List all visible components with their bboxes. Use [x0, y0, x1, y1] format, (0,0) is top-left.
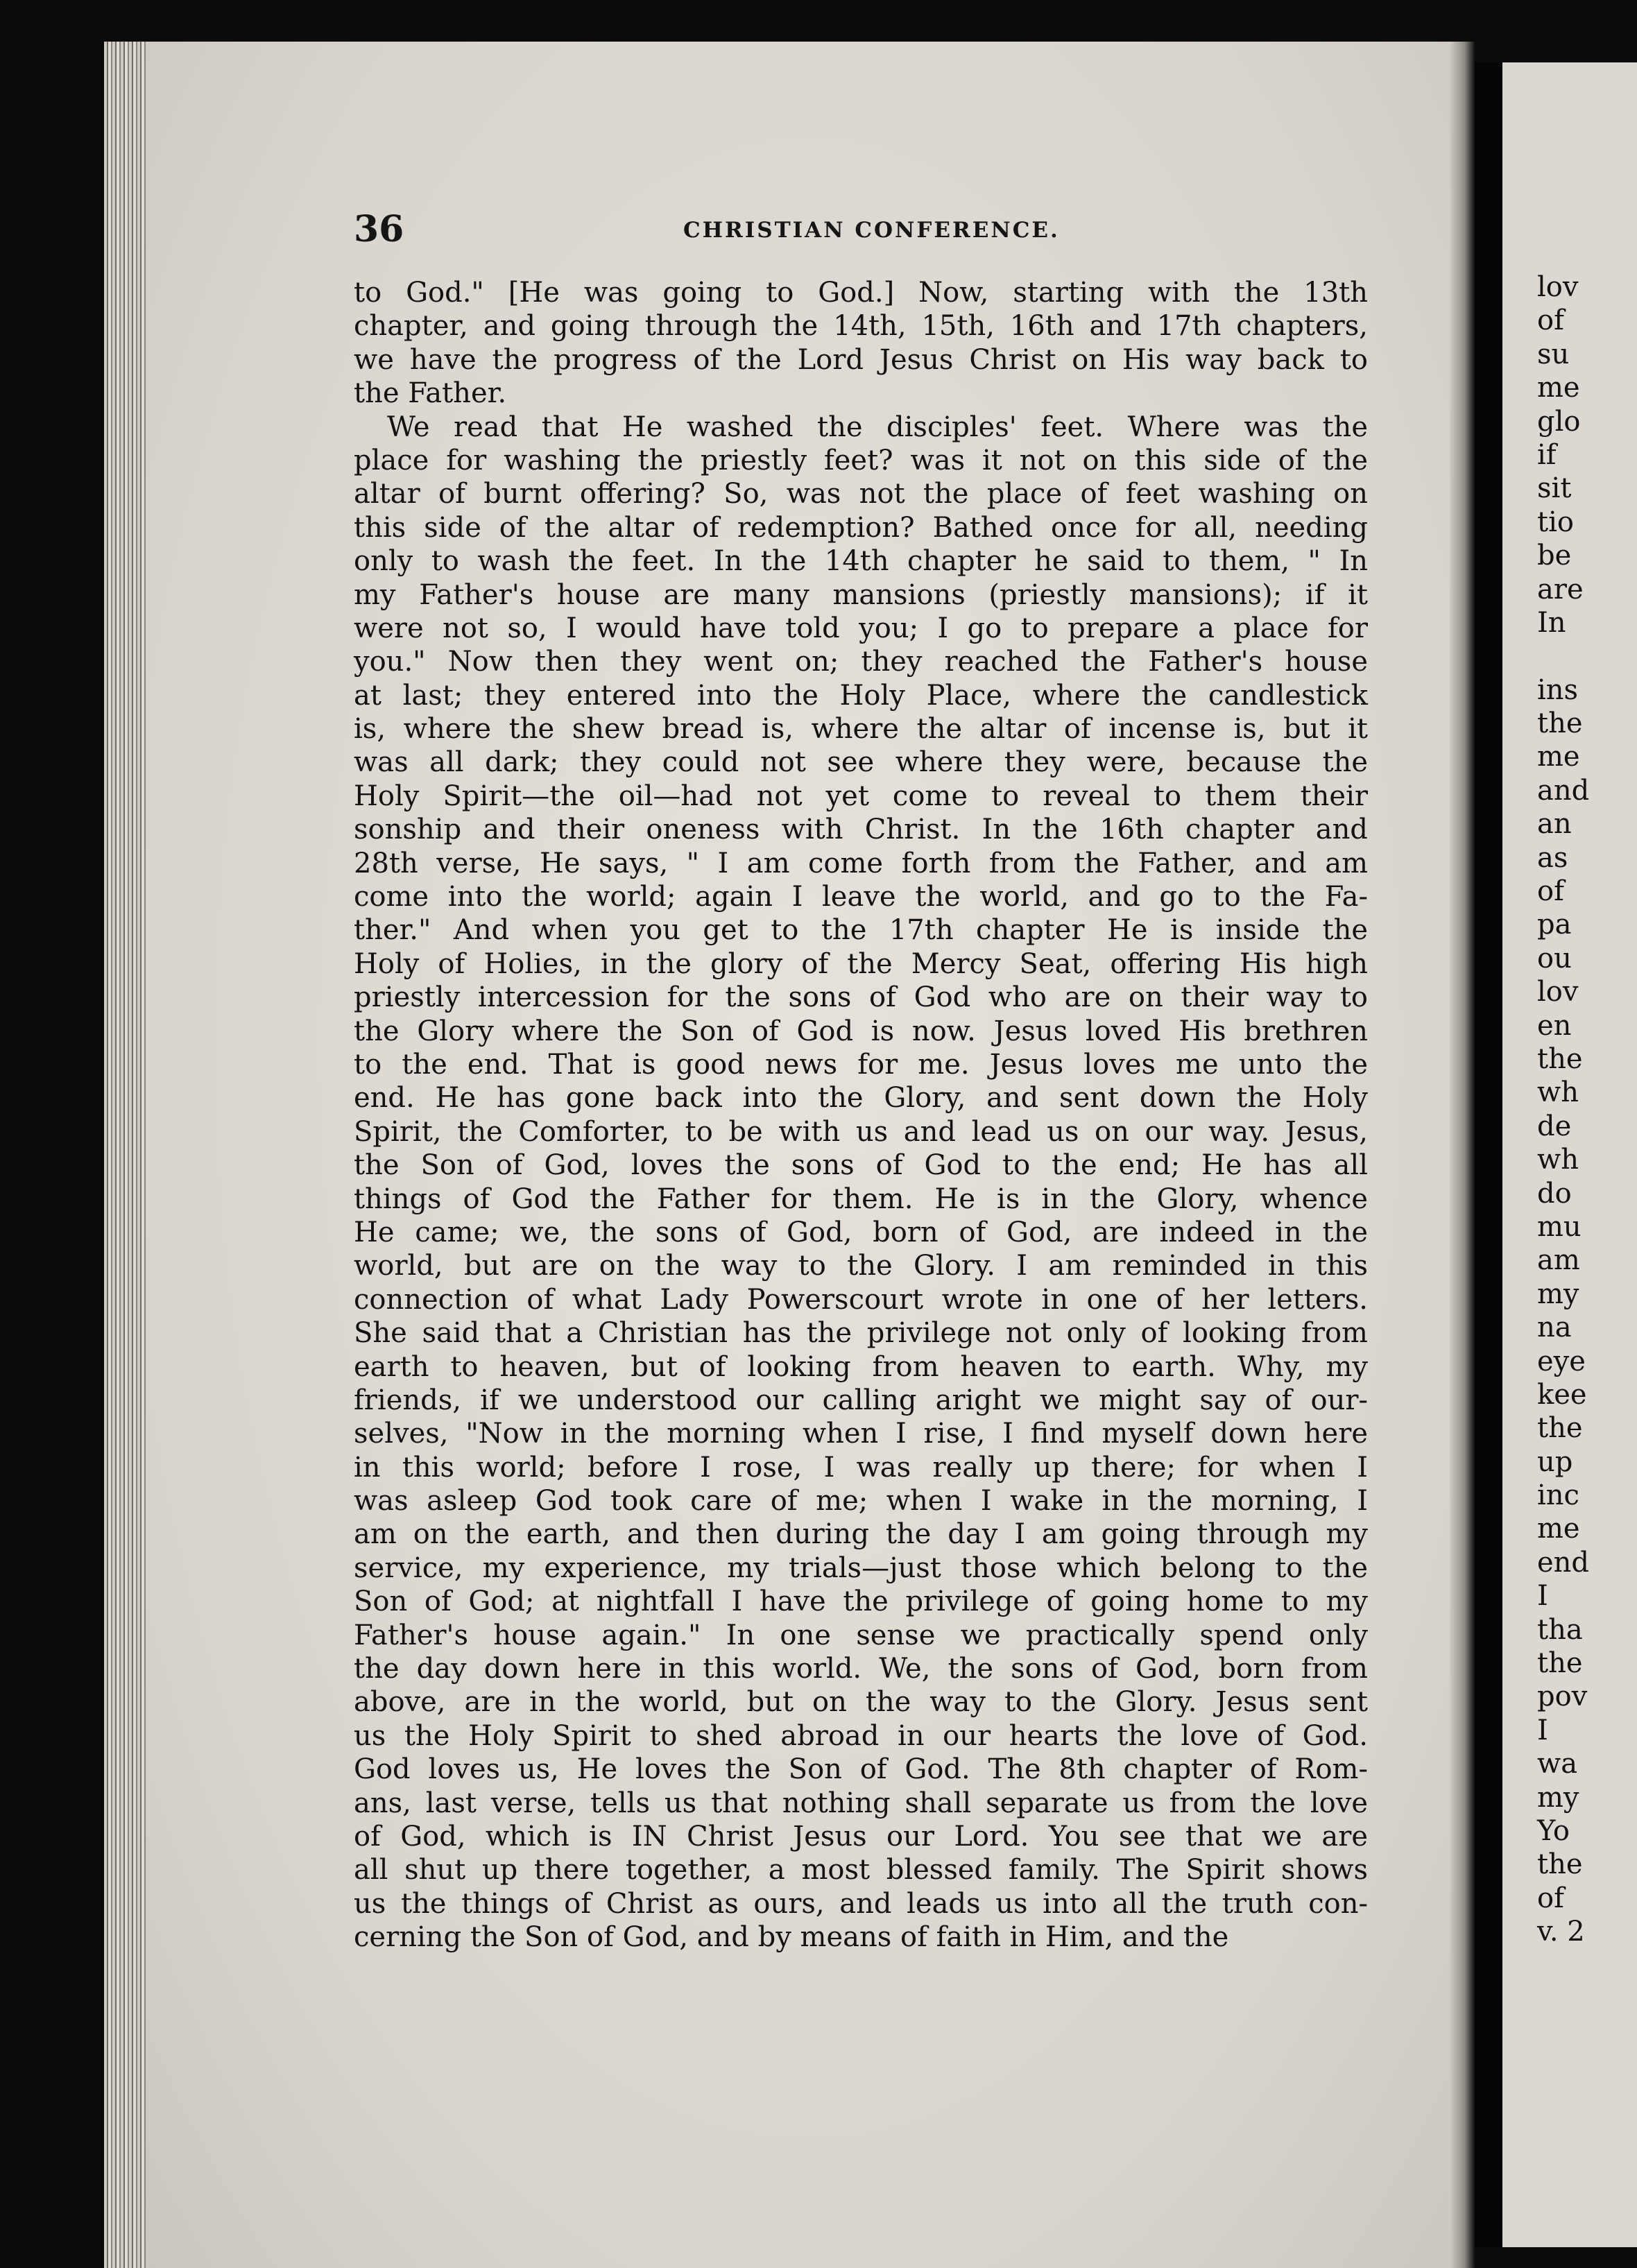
facing-page-line: lov [1537, 976, 1579, 1008]
facing-page-line: mu [1537, 1210, 1582, 1243]
facing-page-line: ins [1537, 673, 1579, 706]
text-line: Holy Spirit—the oil—had not yet come to reveal to them their [354, 780, 1368, 812]
facing-page-line: an [1537, 808, 1572, 841]
text-line: all shut up there together, a most blessed family. The Spirit shows [354, 1854, 1368, 1887]
text-line: the Son of God, loves the sons of God to the end; He has all [354, 1149, 1368, 1182]
page-header [354, 208, 1366, 257]
text-line: Holy of Holies, in the glory of the Mercy Seat, offering His high [354, 947, 1368, 980]
book-gutter [1475, 62, 1502, 2247]
text-line: of God, which is IN Christ Jesus our Lord. You see that we are [354, 1820, 1368, 1853]
page-number: 36 [354, 208, 404, 250]
facing-page-line: the [1537, 1848, 1583, 1881]
facing-page-line: of [1537, 875, 1564, 908]
text-line: is, where the shew bread is, where the altar of incense is, but it [354, 713, 1368, 746]
text-line: sonship and their oneness with Christ. In the 16th chapter and [354, 814, 1368, 846]
facing-page-line: of [1537, 304, 1564, 337]
facing-page-line: end [1537, 1546, 1590, 1579]
text-line: above, are in the world, but on the way to the Glory. Jesus sent [354, 1686, 1368, 1719]
text-line: She said that a Christian has the privilege not only of looking from [354, 1317, 1368, 1350]
text-line: 28th verse, He says, " I am come forth from the Father, and am [354, 847, 1368, 879]
text-line: at last; they entered into the Holy Place, where the candlestick [354, 679, 1368, 712]
text-line: come into the world; again I leave the world, and go to the Fa- [354, 881, 1368, 913]
text-line: am on the earth, and then during the day I am going through my [354, 1518, 1368, 1551]
text-line: to God." [He was going to God.] Now, starting with the 13th [354, 277, 1368, 309]
text-line: ans, last verse, tells us that nothing shall separate us from the love [354, 1787, 1368, 1819]
facing-page-line: me [1537, 1513, 1580, 1545]
facing-page-line: lov [1537, 271, 1579, 303]
facing-page-line: do [1537, 1177, 1572, 1210]
facing-page-line: tha [1537, 1613, 1583, 1646]
text-line: to the end. That is good news for me. Jesus loves me unto the [354, 1048, 1368, 1081]
body-text [354, 276, 1368, 1955]
facing-page-line: if [1537, 438, 1557, 471]
facing-page-line: de [1537, 1110, 1572, 1142]
facing-page-line: are [1537, 573, 1584, 605]
facing-page-line: v. 2 [1537, 1916, 1585, 1948]
facing-page-text [1537, 270, 1637, 1949]
text-line: was all dark; they could not see where they were, because the [354, 746, 1368, 779]
facing-page-line: su [1537, 338, 1570, 370]
facing-page-line: pa [1537, 909, 1572, 941]
facing-page-line: eye [1537, 1345, 1586, 1377]
facing-page-fragment [1502, 62, 1637, 2247]
page-fold-shadow [1450, 42, 1475, 2268]
facing-page-line: the [1537, 1647, 1583, 1680]
facing-page-line: ou [1537, 942, 1572, 974]
facing-page-line: I [1537, 1714, 1548, 1746]
text-line: Father's house again." In one sense we practically spend only [354, 1619, 1368, 1651]
facing-page-line: wa [1537, 1748, 1578, 1780]
text-line: world, but are on the way to the Glory. I am reminded in this [354, 1250, 1368, 1282]
text-line: end. He has gone back into the Glory, and sent down the Holy [354, 1082, 1368, 1115]
text-line: chapter, and going through the 14th, 15th, 16th and 17th chapters, [354, 310, 1368, 343]
text-line: us the things of Christ as ours, and leads us into all the truth con- [354, 1887, 1368, 1920]
facing-page-line: be [1537, 540, 1572, 572]
facing-page-line: pov [1537, 1681, 1588, 1713]
text-line: Son of God; at nightfall I have the privilege of going home to my [354, 1586, 1368, 1618]
text-line: place for washing the priestly feet? was it not on this side of the [354, 444, 1368, 476]
text-line: connection of what Lady Powerscourt wrote in one of her letters. [354, 1283, 1368, 1316]
text-line: altar of burnt offering? So, was not the place of feet washing on [354, 478, 1368, 510]
facing-page-line: I [1537, 1580, 1548, 1613]
text-line: we have the progress of the Lord Jesus Christ on His way back to [354, 343, 1368, 376]
facing-page-line: the [1537, 707, 1583, 740]
text-line: the Father. [354, 377, 507, 410]
facing-page-line [1537, 639, 1637, 673]
facing-page-line: kee [1537, 1378, 1587, 1411]
facing-page-line: the [1537, 1042, 1583, 1075]
facing-page-line: na [1537, 1312, 1572, 1344]
text-line: the day down here in this world. We, the sons of God, born from [354, 1653, 1368, 1685]
facing-page-line: as [1537, 841, 1568, 874]
text-line: was asleep God took care of me; when I wake in the morning, I [354, 1485, 1368, 1518]
text-line: selves, "Now in the morning when I rise, I find myself down here [354, 1418, 1368, 1450]
text-line: service, my experience, my trials—just those which belong to the [354, 1552, 1368, 1584]
facing-page-line: wh [1537, 1144, 1579, 1176]
text-line: Spirit, the Comforter, to be with us and lead us on our way. Jesus, [354, 1115, 1368, 1148]
text-line: priestly intercession for the sons of God who are on their way to [354, 981, 1368, 1014]
facing-page-line: the [1537, 1412, 1583, 1445]
text-line: cerning the Son of God, and by means of faith in Him, and the [354, 1921, 1229, 1954]
text-line: you." Now then they went on; they reached the Father's house [354, 646, 1368, 678]
text-line: were not so, I would have told you; I go to prepare a place for [354, 612, 1368, 644]
facing-page-line: and [1537, 774, 1590, 807]
facing-page-line: en [1537, 1009, 1572, 1042]
text-line: this side of the altar of redemption? Bathed once for all, needing [354, 511, 1368, 544]
facing-page-line: inc [1537, 1479, 1579, 1512]
text-line: us the Holy Spirit to shed abroad in our hearts the love of God. [354, 1719, 1368, 1752]
facing-page-line: sit [1537, 472, 1572, 505]
text-line: my Father's house are many mansions (priestly mansions); if it [354, 578, 1368, 611]
running-head: CHRISTIAN CONFERENCE. [683, 218, 1060, 243]
facing-page-line: wh [1537, 1076, 1579, 1109]
facing-page-line: In [1537, 606, 1566, 639]
text-line: We read that He washed the disciples' feet. Where was the [387, 411, 1368, 443]
facing-page-line: Yo [1537, 1814, 1570, 1847]
text-line: friends, if we understood our calling aright we might say of our- [354, 1384, 1368, 1416]
facing-page-line: me [1537, 741, 1580, 773]
facing-page-line: up [1537, 1445, 1573, 1478]
text-line: earth to heaven, but of looking from heaven to earth. Why, my [354, 1350, 1368, 1383]
facing-page-line: am [1537, 1244, 1580, 1277]
facing-page-line: tio [1537, 506, 1574, 538]
facing-page-line: glo [1537, 405, 1581, 438]
text-line: God loves us, He loves the Son of God. The 8th chapter of Rom- [354, 1753, 1368, 1786]
text-line: things of God the Father for them. He is in the Glory, whence [354, 1183, 1368, 1215]
text-line: the Glory where the Son of God is now. Jesus loved His brethren [354, 1015, 1368, 1047]
facing-page-line: me [1537, 372, 1580, 404]
facing-page-line: my [1537, 1781, 1579, 1814]
facing-page-line: my [1537, 1278, 1579, 1310]
text-line: only to wash the feet. In the 14th chapter he said to them, " In [354, 545, 1368, 578]
facing-page-line: of [1537, 1882, 1564, 1914]
text-line: He came; we, the sons of God, born of God, are indeed in the [354, 1216, 1368, 1248]
text-line: in this world; before I rose, I was really up there; for when I [354, 1451, 1368, 1484]
text-line: ther." And when you get to the 17th chapter He is inside the [354, 914, 1368, 947]
